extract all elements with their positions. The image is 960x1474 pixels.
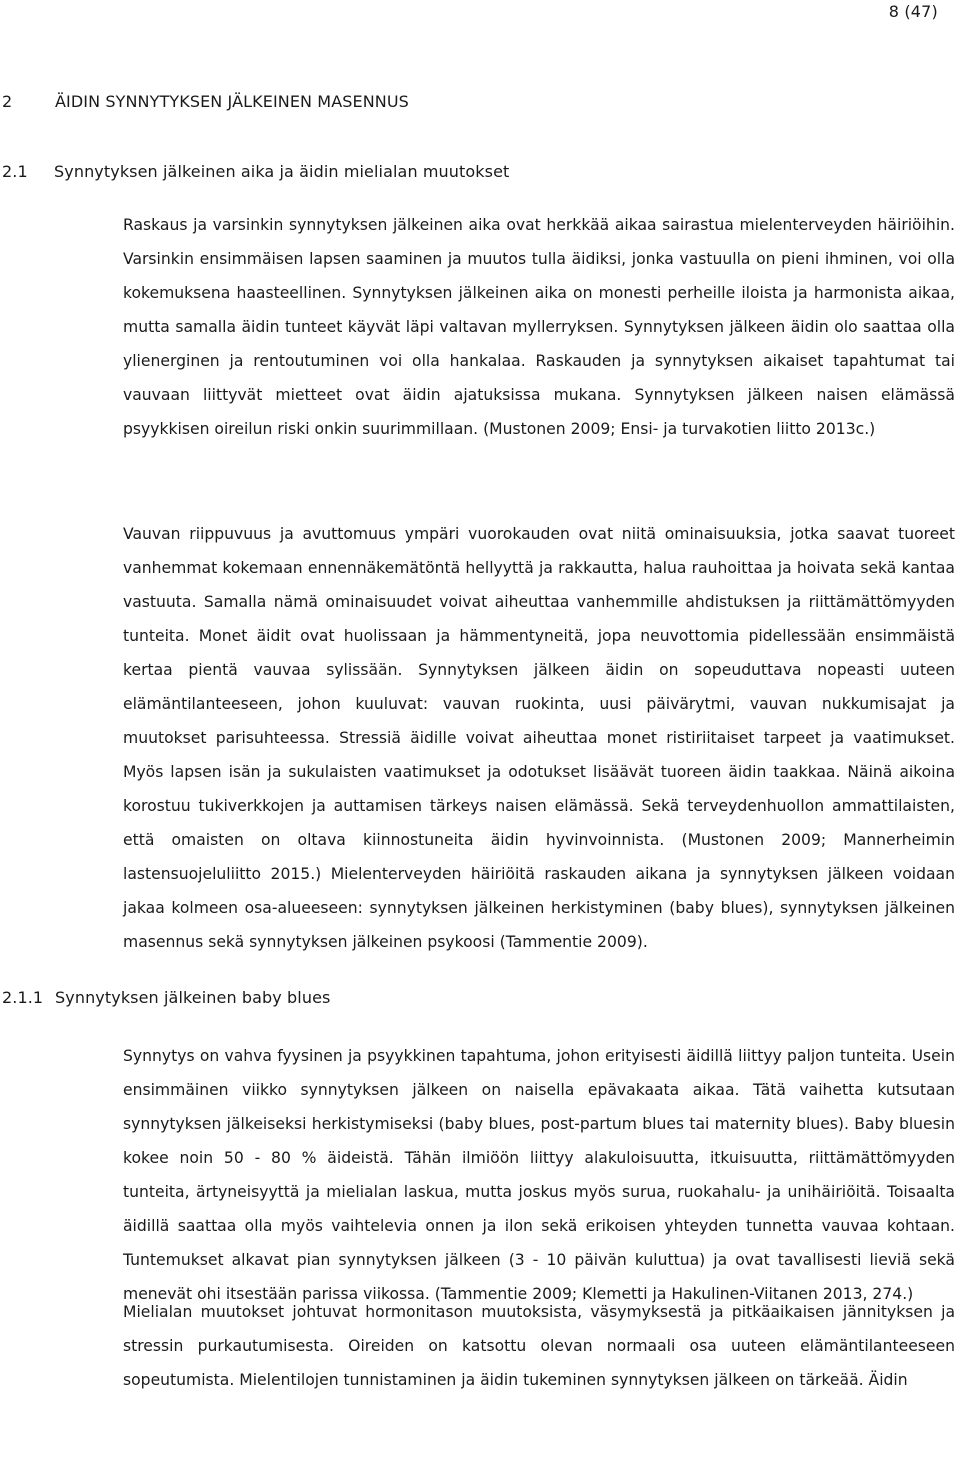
subsection-number: 2.1.1 xyxy=(2,988,44,1007)
section-title: Synnytyksen jälkeinen aika ja äidin mielialan muutokset xyxy=(54,162,510,181)
subsection-heading xyxy=(2,988,330,1007)
body-paragraph: Mielialan muutokset johtuvat hormonitason muutoksista, väsymyksestä ja pitkäaikaisen jännityksen ja stressin purkautumisesta. Oireiden on katsottu olevan normaali osa uuteen elämäntilanteeseen sopeutumista. Mielentilojen tunnistaminen ja äidin tukeminen synnytyksen jälkeen on tärkeää. Äidin xyxy=(123,1303,955,1389)
body-paragraph: Synnytys on vahva fyysinen ja psyykkinen tapahtuma, johon erityisesti äidillä liittyy paljon tunteita. Usein ensimmäinen viikko synnytyksen jälkeen on naisella epävakaata aikaa. Tätä vaihetta kutsutaan synnytyksen jälkeiseksi herkistymiseksi (baby blues, post-partum blues tai maternity blues). Baby bluesin kokee noin 50 - 80 % äideistä. Tähän ilmiöön liittyy alakuloisuutta, itkuisuutta, riittämättömyyden tunteita, ärtyneisyyttä ja mielialan laskua, mutta joskus myös surua, ruokahalu- ja unihäiriöitä. Toisaalta äidillä saattaa olla myös vaihtelevia onnen ja ilon sekä erikoisen yhteyden tunnetta vauvaa kohtaan. Tuntemukset alkavat pian synnytyksen jälkeen (3 - 10 päivän kuluttua) ja ovat tavallisesti lieviä sekä menevät ohi itsestään parissa viikossa. (Tammentie 2009; Klemetti ja Hakulinen-Viitanen 2013, 274.) xyxy=(123,1047,955,1303)
section-heading xyxy=(2,162,509,181)
page-number: 8 (47) xyxy=(888,2,938,21)
body-paragraph: Vauvan riippuvuus ja avuttomuus ympäri vuorokauden ovat niitä ominaisuuksia, jotka saavat tuoreet vanhemmat kokemaan ennennäkemätöntä hellyyttä ja rakkautta, halua rauhoittaa ja hoivata sekä kantaa vastuuta. Samalla nämä ominaisuudet voivat aiheuttaa vanhemmille ahdistuksen ja riittämättömyyden tunteita. Monet äidit ovat huolissaan ja hämmentyneitä, jopa neuvottomia pidellessään ensimmäistä kertaa pientä vauvaa sylissään. Synnytyksen jälkeen äidin on sopeuduttava nopeasti uuteen elämäntilanteeseen, johon kuuluvat: vauvan ruokinta, uusi päivärytmi, vauvan nukkumisajat ja muutokset parisuhteessa. Stressiä äidille voivat aiheuttaa monet ristiriitaiset tarpeet ja vaatimukset. Myös lapsen isän ja sukulaisten vaatimukset ja odotukset lisäävät tuoreen äidin taakkaa. Näinä aikoina korostuu tukiverkkojen ja auttamisen tärkeys naisen elämässä. Sekä terveydenhuollon ammattilaisten, että omaisten on oltava kiinnostuneita äidin hyvinvoinnista. (Mustonen 2009; Mannerheimin lastensuojeluliitto 2015.) Mielenterveyden häiriöitä raskauden aikana ja synnytyksen jälkeen voidaan jakaa kolmeen osa-alueeseen: synnytyksen jälkeinen herkistyminen (baby blues), synnytyksen jälkeinen masennus sekä synnytyksen jälkeinen psykoosi (Tammentie 2009). xyxy=(123,525,955,951)
chapter-title: ÄIDIN SYNNYTYKSEN JÄLKEINEN MASENNUS xyxy=(55,92,409,111)
subsection-title: Synnytyksen jälkeinen baby blues xyxy=(55,988,331,1007)
section-number: 2.1 xyxy=(2,162,28,181)
body-paragraph: Raskaus ja varsinkin synnytyksen jälkeinen aika ovat herkkää aikaa sairastua mielenterveyden häiriöihin. Varsinkin ensimmäisen lapsen saaminen ja muutos tulla äidiksi, jonka vastuulla on pieni ihminen, voi olla kokemuksena haasteellinen. Synnytyksen jälkeinen aika on monesti perheille iloista ja harmonista aikaa, mutta samalla äidin tunteet käyvät läpi valtavan myllerryksen. Synnytyksen jälkeen äidin olo saattaa olla ylienerginen ja rentoutuminen voi olla hankalaa. Raskauden ja synnytyksen aikaiset tapahtumat tai vauvaan liittyvät mietteet ovat äidin ajatuksissa mukana. Synnytyksen jälkeen naisen elämässä psyykkisen oireilun riski onkin suurimmillaan. (Mustonen 2009; Ensi- ja turvakotien liitto 2013c.) xyxy=(123,216,955,438)
chapter-number: 2 xyxy=(2,92,13,111)
chapter-heading xyxy=(2,92,409,111)
